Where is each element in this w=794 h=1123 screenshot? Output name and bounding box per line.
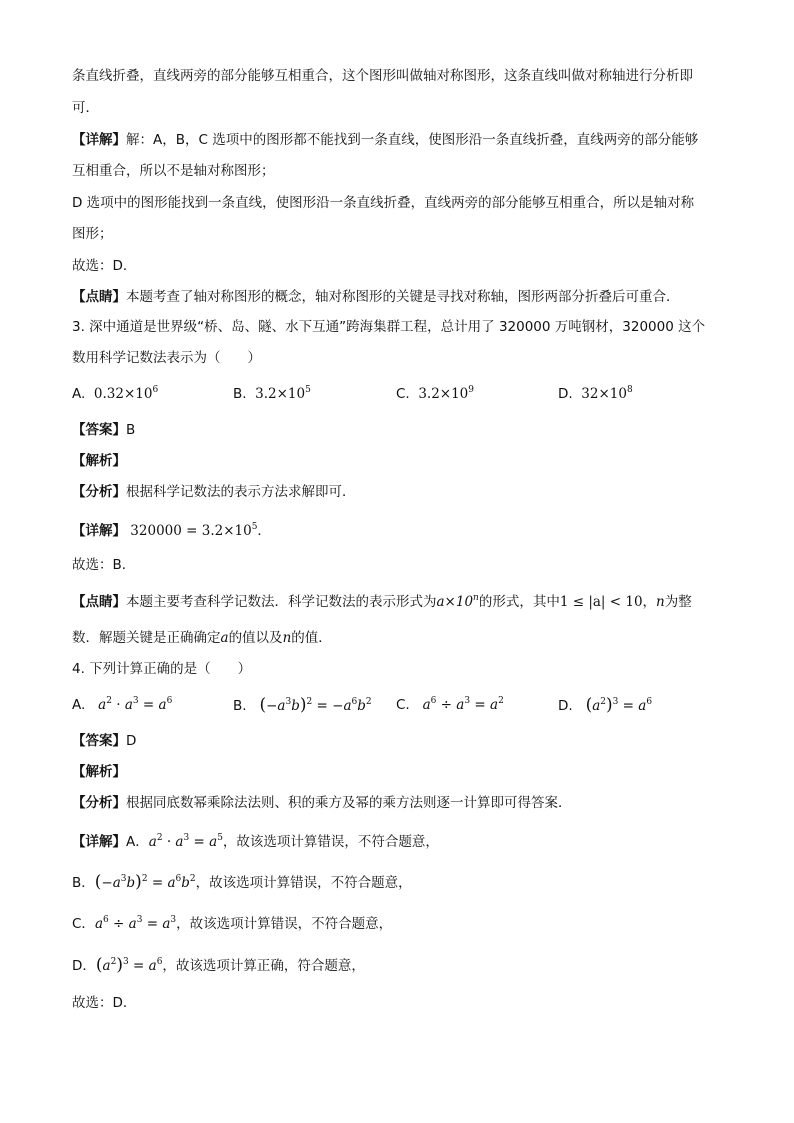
- tip-text: 的值以及: [228, 630, 283, 646]
- detail-end: ．: [257, 523, 271, 539]
- choose-line: 故选：B．: [72, 557, 136, 573]
- detail-text: ，故该选项计算正确，符合题意，: [162, 958, 365, 974]
- option-exponent: 5: [305, 385, 311, 395]
- tip-text: 本题主要考查科学记数法．科学记数法的表示形式为: [126, 594, 437, 610]
- tip-formula: a×10: [436, 594, 474, 610]
- question-4-stem: 4. 下列计算正确的是（ ）: [72, 661, 252, 677]
- option-letter: D.: [558, 698, 573, 714]
- option-value: 32×10: [581, 386, 627, 402]
- analysis-label: 【解析】: [72, 453, 126, 469]
- detail-text: ，故该选项计算错误，不符合题意，: [176, 916, 393, 932]
- tip-variable: n: [656, 594, 665, 610]
- option-exponent: 6: [152, 385, 159, 395]
- fenxi-text: 根据科学记数法的表示方法求解即可．: [126, 484, 356, 500]
- answer-label: 【答案】: [72, 733, 126, 749]
- detail-text: 解：A，B，C 选项中的图形都不能找到一条直线，使图形沿一条直线折叠，直线两旁的部分能够: [126, 132, 699, 148]
- option-a: A. $a^2 \cdot a^3 = a^6$: [72, 696, 173, 713]
- question-3-stem: 3. 深中通道是世界级“桥、岛、隧、水下互通”跨海集群工程，总计用了 320000 万吨钢材，320000 这个: [72, 319, 706, 335]
- option-value: 3.2×10: [418, 386, 469, 402]
- detail-text: ，故该选项计算错误，不符合题意，: [195, 875, 412, 891]
- text-line: 互相重合，所以不是轴对称图形；: [72, 163, 275, 179]
- option-letter: A.: [72, 386, 86, 402]
- analysis-label: 【解析】: [72, 764, 126, 780]
- choose-line: 故选：D．: [72, 258, 137, 274]
- option-d: [558, 384, 633, 404]
- tip-variable: n: [282, 630, 292, 646]
- option-letter: B.: [233, 698, 247, 714]
- tip-condition: 1 ≤ |a| < 10: [559, 594, 643, 610]
- detail-line: [72, 521, 271, 541]
- text-line: D 选项中的图形能找到一条直线，使图形沿一条直线折叠，直线两旁的部分能够互相重合，所以是轴对称: [72, 195, 695, 211]
- option-exponent: 9: [468, 385, 475, 395]
- option-letter: A.: [72, 697, 86, 713]
- detail-option: D．: [72, 958, 96, 974]
- tip-formula-exponent: n: [473, 593, 479, 603]
- tip-text: ，: [642, 594, 657, 610]
- detail-label: 【详解】: [72, 132, 126, 148]
- option-exponent: 8: [626, 385, 633, 395]
- detail-option: C．: [72, 916, 95, 932]
- option-c: C. $a^6 \div a^3 = a^2$: [396, 696, 504, 713]
- detail-option: B．: [72, 875, 95, 891]
- detail-label: 【详解】: [72, 523, 126, 539]
- answer-label: 【答案】: [72, 422, 126, 438]
- question-3-stem-cont: 数用科学记数法表示为（ ）: [72, 350, 261, 366]
- text-line: 图形；: [72, 226, 113, 242]
- tip-line: [72, 592, 692, 612]
- answer-value: B: [126, 422, 136, 438]
- detail-line: D．$(a^2)^3 = a^6$，故该选项计算正确，符合题意，: [72, 955, 365, 975]
- tip-text: 的形式，其中: [478, 594, 560, 610]
- fenxi-line: [72, 482, 356, 502]
- tip-line: [72, 287, 680, 307]
- detail-line: C．$a^6 \div a^3 = a^3$，故该选项计算错误，不符合题意，: [72, 915, 393, 932]
- option-a: [72, 384, 158, 404]
- detail-label: 【详解】: [72, 834, 126, 850]
- tip-variable: a: [220, 630, 229, 646]
- detail-line: [72, 130, 698, 150]
- detail-math: 320000 = 3.2×10: [130, 523, 252, 539]
- tip-label: 【点睛】: [72, 594, 126, 610]
- detail-line: 【详解】A．$a^2 \cdot a^3 = a^5$，故该选项计算错误，不符合题意，: [72, 833, 439, 850]
- analysis-line: [72, 451, 126, 471]
- choose-line: 故选：D．: [72, 995, 137, 1011]
- option-value: 3.2×10: [255, 386, 306, 402]
- detail-text: ，故该选项计算错误，不符合题意，: [222, 834, 439, 850]
- option-letter: D.: [558, 386, 573, 402]
- tip-text: 数．解题关键是正确确定: [72, 630, 221, 646]
- answer-value: D: [126, 733, 137, 749]
- option-d: D. $(a^2)^3 = a^6$: [558, 695, 653, 715]
- answer-line: [72, 731, 136, 751]
- detail-option: A．: [126, 834, 149, 850]
- tip-line-cont: [72, 628, 332, 648]
- option-b: B. $(-a^3b)^2 = -a^6b^2$: [233, 695, 372, 715]
- tip-text: 的值．: [291, 630, 332, 646]
- answer-line: [72, 420, 135, 440]
- option-value: 0.32×10: [93, 386, 153, 402]
- detail-line: B．$(-a^3b)^2 = a^6b^2$，故该选项计算错误，不符合题意，: [72, 872, 412, 892]
- tip-label: 【点睛】: [72, 289, 126, 305]
- tip-text: 本题考查了轴对称图形的概念，轴对称图形的关键是寻找对称轴，图形两部分折叠后可重合．: [126, 289, 680, 305]
- analysis-line: [72, 762, 126, 782]
- fenxi-text: 根据同底数幂乘除法法则、积的乘方及幂的乘方法则逐一计算即可得答案．: [126, 795, 572, 811]
- option-letter: C.: [396, 697, 410, 713]
- option-c: [396, 384, 474, 404]
- text-line: 可．: [72, 100, 99, 116]
- option-letter: C.: [396, 386, 410, 402]
- text-line: 条直线折叠，直线两旁的部分能够互相重合，这个图形叫做轴对称图形，这条直线叫做对称轴进行分析即: [72, 68, 693, 84]
- option-letter: B.: [233, 386, 247, 402]
- tip-text: 为整: [664, 594, 692, 610]
- detail-exponent: 5: [251, 522, 258, 532]
- fenxi-label: 【分析】: [72, 484, 126, 500]
- option-b: [233, 384, 311, 404]
- fenxi-line: [72, 793, 572, 813]
- fenxi-label: 【分析】: [72, 795, 126, 811]
